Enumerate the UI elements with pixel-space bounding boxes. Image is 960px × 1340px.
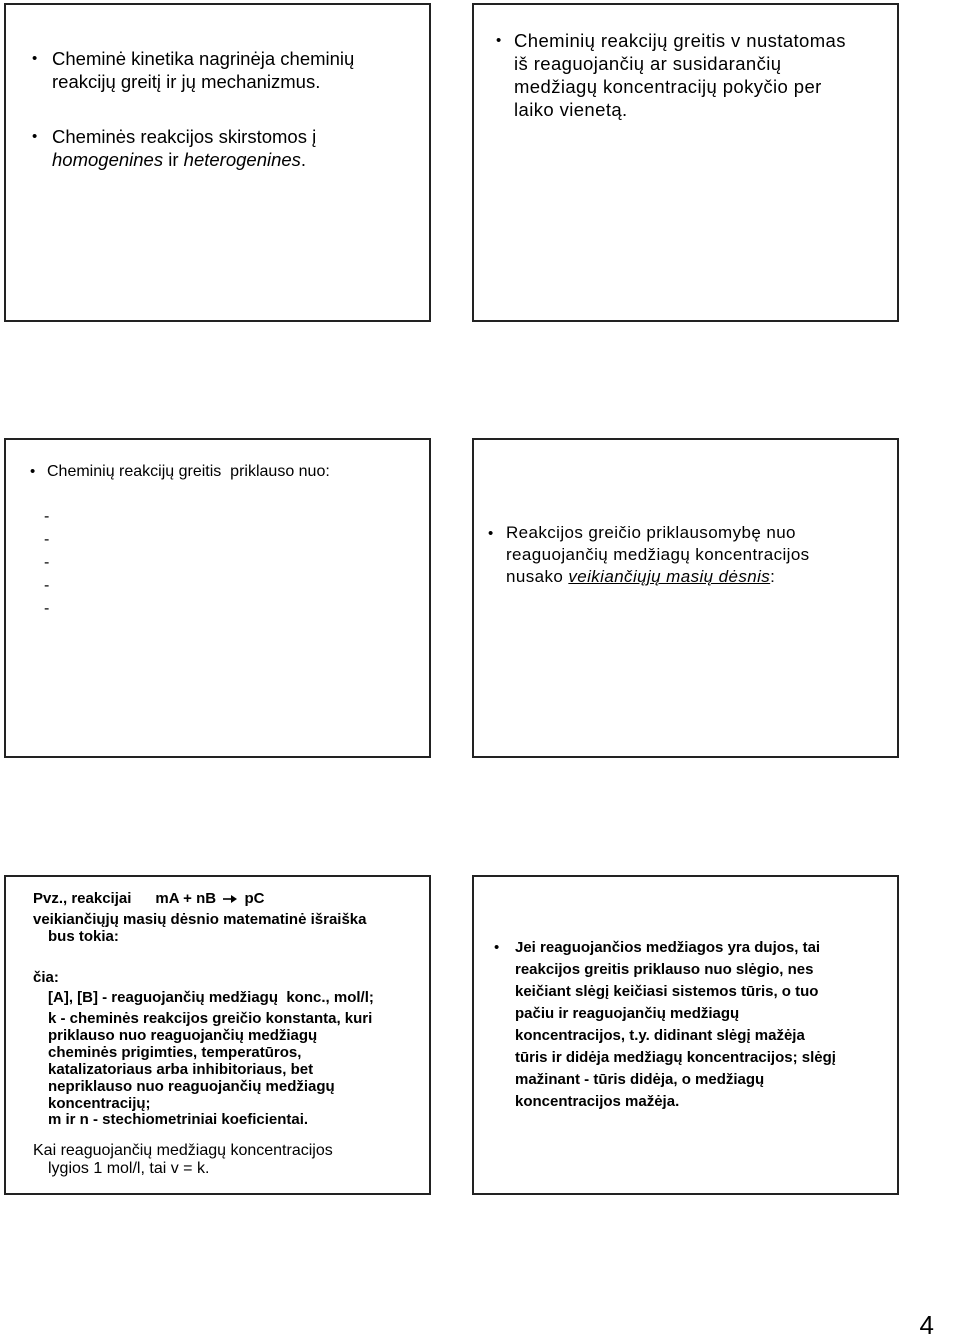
dash-item-2: - [44, 531, 50, 548]
bullet-icon: • [494, 939, 500, 956]
example-reaction: Pvz., reakcijai mA + nB pC [33, 890, 265, 907]
bullet-icon: • [496, 32, 502, 49]
slide-3 [4, 438, 431, 758]
dash-item-1: - [44, 508, 50, 525]
bullet-icon: • [488, 525, 494, 542]
slide5-line-3: čia: [33, 969, 59, 986]
slide6-bullet-1: Jei reaguojančios medžiagos yra dujos, tai reakcijos greitis priklauso nuo slėgio, nes keičiant slėgį keičiasi sistemos tūris, o tuo pačiu ir reaguojančių medžiagų koncentracijos, t.y. didinant slėgį mažėja tūris ir didėja medžiagų koncentracijos; slėgį mažinant - tūris didėja, o medžiagų koncentracijos mažėja. [515, 939, 836, 1110]
slide5-line-4: [A], [B] - reaguojančių medžiagų konc., mol/l; [48, 989, 374, 1006]
slide5-line-2: bus tokia: [48, 928, 119, 945]
page-number: 4 [919, 1310, 934, 1340]
dash-item-5: - [44, 600, 50, 617]
dash-item-4: - [44, 577, 50, 594]
arrow-right-icon [223, 894, 237, 904]
slide-4 [472, 438, 899, 758]
slide-5 [4, 875, 431, 1195]
slide5-footer: Kai reaguojančių medžiagų koncentracijos lygios 1 mol/l, tai v = k. [33, 1142, 333, 1177]
dash-item-3: - [44, 554, 50, 571]
slide1-bullet-1: Cheminė kinetika nagrinėja cheminių reakcijų greitį ir jų mechanizmus. [52, 48, 355, 92]
slide2-bullet-1: Cheminių reakcijų greitis v nustatomas iš reaguojančių ar susidarančių medžiagų koncentracijų pokyčio per laiko vienetą. [514, 30, 846, 120]
slide-1 [4, 3, 431, 322]
term-homogeneous: homogenines [52, 149, 164, 170]
bullet-icon: • [32, 128, 38, 145]
bullet-icon: • [32, 50, 38, 67]
law-name: veikiančiųjų masių dėsnis [568, 567, 771, 586]
term-heterogeneous: heterogenines [183, 149, 301, 170]
bullet-icon: • [30, 463, 36, 480]
slide4-bullet-1: Reakcijos greičio priklausomybę nuo reaguojančių medžiagų koncentracijos nusako veikiančiųjų masių dėsnis: [506, 523, 810, 586]
slide5-definition: k - cheminės reakcijos greičio konstanta, kuri priklauso nuo reaguojančių medžiagų cheminės prigimties, temperatūros, katalizatoriaus arba inhibitoriaus, bet nepriklauso nuo reaguojančių medžiagų koncentracijų; [48, 1010, 373, 1112]
slide-6 [472, 875, 899, 1195]
slide-2 [472, 3, 899, 322]
slide3-bullet-1: Cheminių reakcijų greitis priklauso nuo: [47, 463, 330, 480]
slide1-bullet-2: Cheminės reakcijos skirstomos į homogenines ir heterogenines. [52, 126, 317, 170]
slide5-line-11: m ir n - stechiometriniai koeficientai. [48, 1111, 309, 1128]
slide5-line-1: veikiančiųjų masių dėsnio matematinė išraiška [33, 911, 367, 928]
